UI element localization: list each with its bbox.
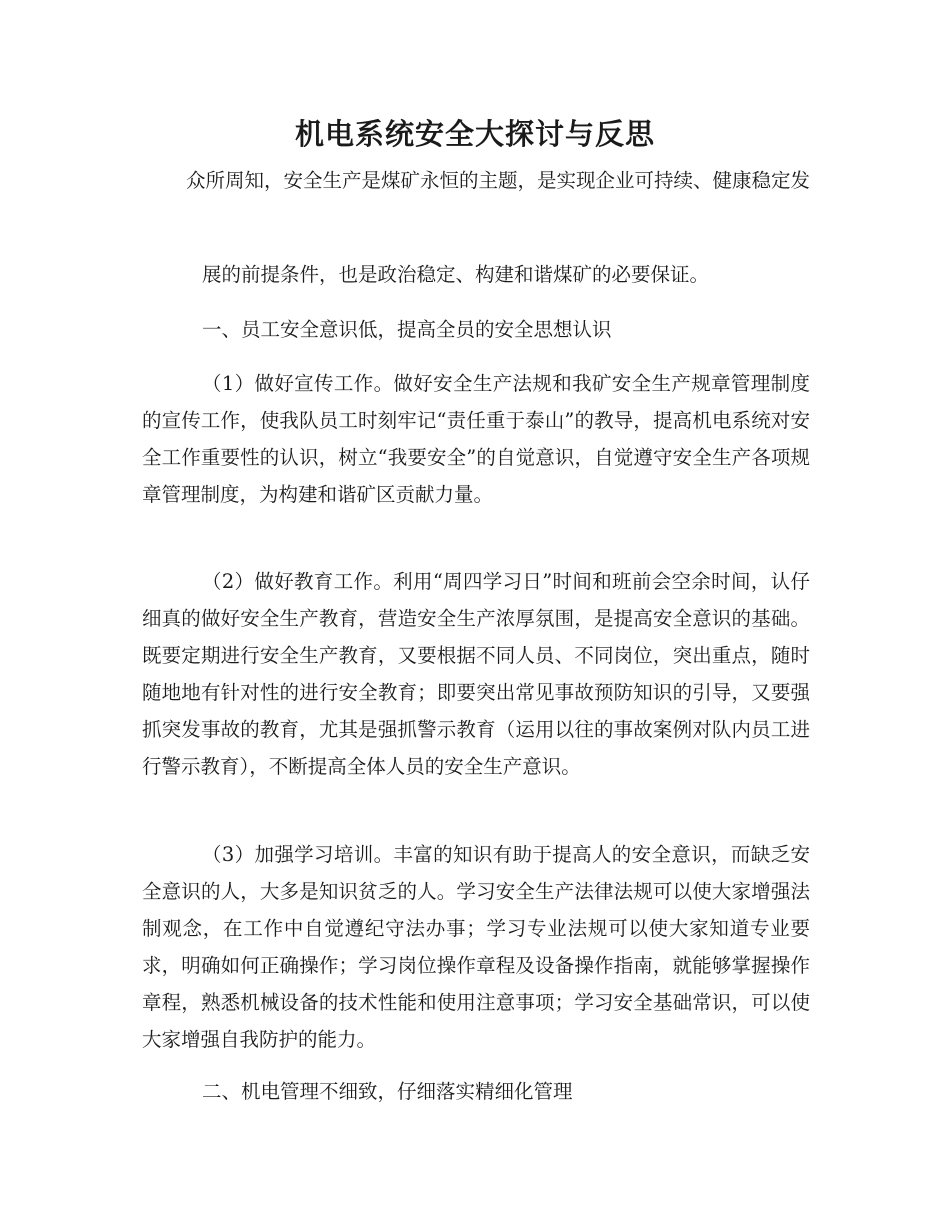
section-heading-2: 二、机电管理不细致，仔细落实精细化管理 [202, 1080, 573, 1103]
paragraph-publicity: （1）做好宣传工作。做好安全生产法规和我矿安全生产规章管理制度的宣传工作，使我队员工时刻牢记“责任重于泰山”的教导，提高机电系统对安全工作重要性的认识，树立“我要安全”的自觉意识，自觉遵守安全生产各项规章管理制度，为构建和谐矿区贡献力量。 [142, 372, 810, 506]
intro-paragraph-line2: 展的前提条件，也是政治稳定、构建和谐煤矿的必要保证。 [202, 263, 710, 286]
document-title: 机电系统安全大探讨与反思 [294, 117, 655, 151]
intro-paragraph-line1: 众所周知，安全生产是煤矿永恒的主题，是实现企业可持续、健康稳定发 [186, 169, 811, 192]
paragraph-training: （3）加强学习培训。丰富的知识有助于提高人的安全意识，而缺乏安全意识的人，大多是知识贫乏的人。学习安全生产法律法规可以使大家增强法制观念，在工作中自觉遵纪守法办事；学习专业法规可以使大家知道专业要求，明确如何正确操作；学习岗位操作章程及设备操作指南，就能够掌握操作章程，熟悉机械设备的技术性能和使用注意事项；学习安全基础常识，可以使大家增强自我防护的能力。 [142, 843, 810, 1051]
section-heading-1: 一、员工安全意识低，提高全员的安全思想认识 [202, 318, 612, 341]
paragraph-education: （2）做好教育工作。利用“周四学习日”时间和班前会空余时间，认仔细真的做好安全生产教育，营造安全生产浓厚氛围，是提高安全意识的基础。既要定期进行安全生产教育，又要根据不同人员、不同岗位，突出重点，随时随地地有针对性的进行安全教育；即要突出常见事故预防知识的引导，又要强抓突发事故的教育，尤其是强抓警示教育（运用以往的事故案例对队内员工进行警示教育），不断提高全体人员的安全生产意识。 [142, 570, 810, 778]
